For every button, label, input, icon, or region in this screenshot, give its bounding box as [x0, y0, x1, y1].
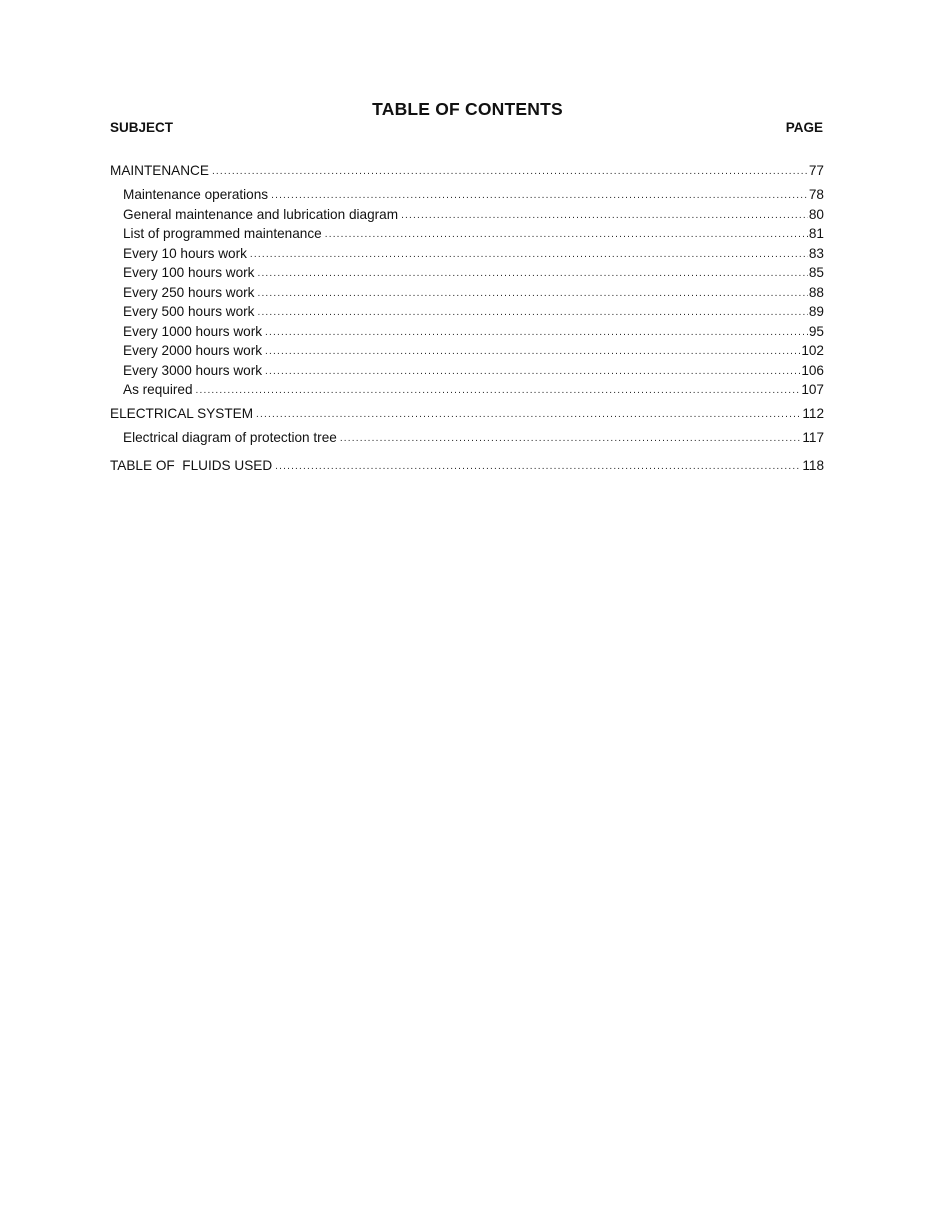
toc-entry-every-100-hours[interactable] — [110, 264, 824, 284]
toc-entry-label: Every 250 hours work — [123, 284, 255, 300]
toc-entry-protection-tree[interactable] — [110, 429, 824, 449]
dot-leader — [196, 382, 801, 400]
page-column-header: PAGE — [785, 120, 823, 135]
dot-leader — [212, 163, 808, 181]
toc-entry-label: ELECTRICAL SYSTEM — [110, 406, 254, 421]
dot-leader — [257, 285, 807, 303]
toc-entry-every-500-hours[interactable] — [110, 303, 824, 323]
dot-leader — [257, 304, 807, 322]
toc-entry-label: As required — [123, 382, 193, 397]
dot-leader — [265, 343, 800, 361]
toc-entry-lubrication-diagram[interactable] — [110, 206, 824, 226]
toc-entry-label: Every 10 hours work — [123, 245, 247, 261]
toc-entry-programmed-maintenance[interactable] — [110, 225, 824, 245]
dot-leader — [271, 187, 808, 205]
dot-leader — [275, 458, 801, 476]
toc-entry-label: TABLE OF FLUIDS USED — [110, 457, 273, 473]
toc-entry-page: 77 — [808, 163, 824, 178]
toc-entry-label: Every 500 hours work — [123, 304, 255, 319]
toc-entry-label: Electrical diagram of protection tree — [123, 430, 337, 445]
dot-leader — [257, 265, 807, 283]
toc-entry-page: 80 — [808, 206, 824, 222]
toc-entry-page: 81 — [808, 226, 824, 241]
dot-leader — [325, 226, 808, 244]
document-title: TABLE OF CONTENTS — [372, 99, 563, 119]
toc-entry-as-required[interactable] — [110, 381, 824, 401]
toc-entry-page: 89 — [808, 304, 824, 319]
toc-entry-every-2000-hours[interactable] — [110, 342, 824, 362]
toc-entry-page: 106 — [801, 362, 824, 378]
toc-entry-fluids-used[interactable] — [110, 457, 824, 477]
toc-entry-label: List of programmed maintenance — [123, 226, 322, 241]
toc-entry-page: 88 — [808, 284, 824, 300]
toc-entry-page: 85 — [808, 265, 824, 280]
toc-entry-label: General maintenance and lubrication diagram — [123, 206, 399, 222]
dot-leader — [265, 324, 808, 342]
toc-entry-label: Every 1000 hours work — [123, 323, 263, 339]
toc-entry-every-1000-hours[interactable] — [110, 323, 824, 343]
toc-entry-maintenance[interactable] — [110, 162, 824, 182]
dot-leader — [256, 406, 801, 424]
toc-entry-every-250-hours[interactable] — [110, 284, 824, 304]
toc-entry-label: Every 100 hours work — [123, 265, 255, 280]
toc-entry-page: 78 — [808, 187, 824, 202]
subject-column-header: SUBJECT — [110, 120, 174, 135]
toc-entry-page: 83 — [808, 245, 824, 261]
dot-leader — [401, 207, 808, 225]
toc-entry-page: 95 — [808, 323, 824, 339]
dot-leader — [250, 246, 808, 264]
toc-entry-page: 102 — [801, 343, 824, 358]
toc-entry-label: Maintenance operations — [123, 187, 269, 202]
toc-entry-page: 112 — [802, 406, 824, 421]
toc-entry-label: MAINTENANCE — [110, 163, 209, 178]
toc-list — [110, 162, 824, 476]
toc-entry-maintenance-operations[interactable] — [110, 186, 824, 206]
toc-entry-electrical-system[interactable] — [110, 405, 824, 425]
dot-leader — [340, 430, 802, 448]
toc-entry-every-10-hours[interactable] — [110, 245, 824, 265]
toc-entry-page: 117 — [802, 430, 824, 445]
toc-entry-label: Every 2000 hours work — [123, 343, 263, 358]
toc-entry-label: Every 3000 hours work — [123, 362, 263, 378]
toc-entry-page: 118 — [802, 457, 824, 473]
dot-leader — [265, 363, 800, 381]
toc-entry-page: 107 — [801, 382, 824, 397]
toc-entry-every-3000-hours[interactable] — [110, 362, 824, 382]
